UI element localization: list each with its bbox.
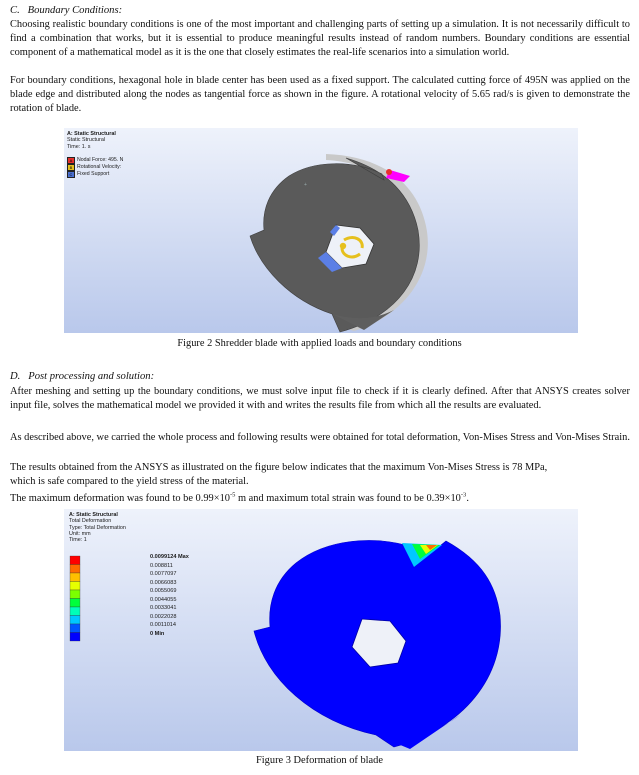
section-heading-post-processing: D. Post processing and solution:	[10, 371, 155, 382]
figure-2-header	[67, 131, 116, 150]
figure-3-image	[64, 509, 578, 751]
legend-label: Nodal Force: 495. N	[77, 157, 124, 163]
scale-swatch	[70, 565, 80, 574]
paragraph-von-mises	[10, 461, 630, 489]
scale-label: 0.0033041	[150, 605, 177, 611]
paragraph-solver: After meshing and setting up the boundary conditions, we must solve input file to check if it is clearly defined. After that ANSYS creates solver input file, solves the mathematical model we provided it with and writes the results file from which all the results are evaluated.	[10, 386, 630, 411]
scale-label: 0.0099124 Max	[150, 554, 189, 560]
figure-2-legend-item	[67, 164, 121, 171]
figure-2-header-line: Time: 1. s	[67, 143, 91, 150]
scale-label: 0.0066083	[150, 579, 177, 586]
exponent: -5	[229, 491, 236, 499]
figure-2-header-line: Static Structural	[67, 137, 106, 144]
scale-swatch	[70, 624, 80, 633]
deformation-text: The maximum deformation was found to be 0.99×10	[10, 493, 230, 504]
scale-swatch	[70, 556, 80, 565]
legend-label: Fixed Support	[77, 171, 110, 177]
deformation-contour-drawing	[64, 509, 578, 751]
scale-label: 0.0011014	[150, 622, 177, 628]
figure-2-caption: Figure 2 Shredder blade with applied loads and boundary conditions	[177, 338, 462, 349]
scale-swatch	[70, 633, 80, 642]
legend-swatch: A	[67, 157, 75, 164]
scale-swatch	[70, 616, 80, 625]
figure-2-legend-item	[67, 157, 123, 164]
deformation-text: m and maximum total strain was found to be 0.39×10	[235, 493, 461, 504]
scale-swatch	[70, 607, 80, 616]
exponent: -3	[460, 491, 467, 499]
von-mises-line-1: The results obtained from the ANSYS as illustrated on the figure below indicates that the maximum Von-Mises Stress is 78 MPa,	[10, 462, 548, 473]
scale-label: 0.0055069	[150, 588, 177, 594]
von-mises-line-2: which is safe compared to the yield stress of the material.	[10, 476, 249, 487]
figure-3-header-line: A: Static Structural	[69, 512, 118, 518]
figure-3-caption: Figure 3 Deformation of blade	[256, 755, 383, 766]
svg-text:+: +	[304, 182, 307, 188]
figure-3-header-line: Total Deformation	[69, 518, 112, 525]
legend-swatch: C	[67, 171, 75, 178]
scale-swatch	[70, 582, 80, 591]
deformation-text: .	[466, 493, 469, 504]
paragraph-boundary-setup: For boundary conditions, hexagonal hole in blade center has been used as a fixed support. The calculated cutting force of 495N was applied on the blade edge and distributed along the nodes as tangential force as shown in the figure. A rotational velocity of 5.65 rad/s is given to demonstrate the rotation of blade.	[10, 75, 630, 114]
legend-swatch: B	[67, 164, 75, 171]
figure-2-legend-item	[67, 171, 109, 178]
scale-swatch	[70, 573, 80, 582]
deformation-color-scale	[70, 556, 80, 641]
paragraph-boundary-intro: Choosing realistic boundary conditions is one of the most important and challenging parts of setting up a simulation. It is not necessarily difficult to find a combination that works, but it is essential to produce meaningful results instead of random numbers. Boundary conditions are essential component of a mathematical model as it is the one that closely estimates the real-life scenarios into a simulation world.	[10, 19, 630, 58]
scale-swatch	[70, 599, 80, 608]
scale-label: 0 Min	[150, 630, 165, 637]
scale-label: 0.0022028	[150, 613, 177, 620]
figure-2-header-line: A: Static Structural	[67, 131, 116, 137]
figure-3-header-line: Unit: mm	[69, 530, 91, 537]
section-heading-boundary-conditions: C. Boundary Conditions:	[10, 5, 123, 16]
scale-label: 0.008811	[150, 562, 173, 569]
figure-3-header-line: Time: 1	[69, 537, 87, 544]
shredder-blade-drawing	[64, 128, 578, 333]
figure-3-header-line: Type: Total Deformation	[69, 524, 126, 531]
figure-2-image	[64, 128, 578, 333]
scale-swatch	[70, 590, 80, 599]
paragraph-results-obtained: As described above, we carried the whole process and following results were obtained for total deformation, Von-Mises Stress and Von-Mises Strain.	[10, 432, 630, 443]
scale-label: 0.0077097	[150, 571, 177, 577]
scale-label: 0.0044055	[150, 596, 177, 603]
paragraph-max-deformation	[10, 492, 630, 506]
legend-label: Rotational Velocity:	[77, 164, 122, 170]
figure-3-header	[69, 512, 126, 543]
